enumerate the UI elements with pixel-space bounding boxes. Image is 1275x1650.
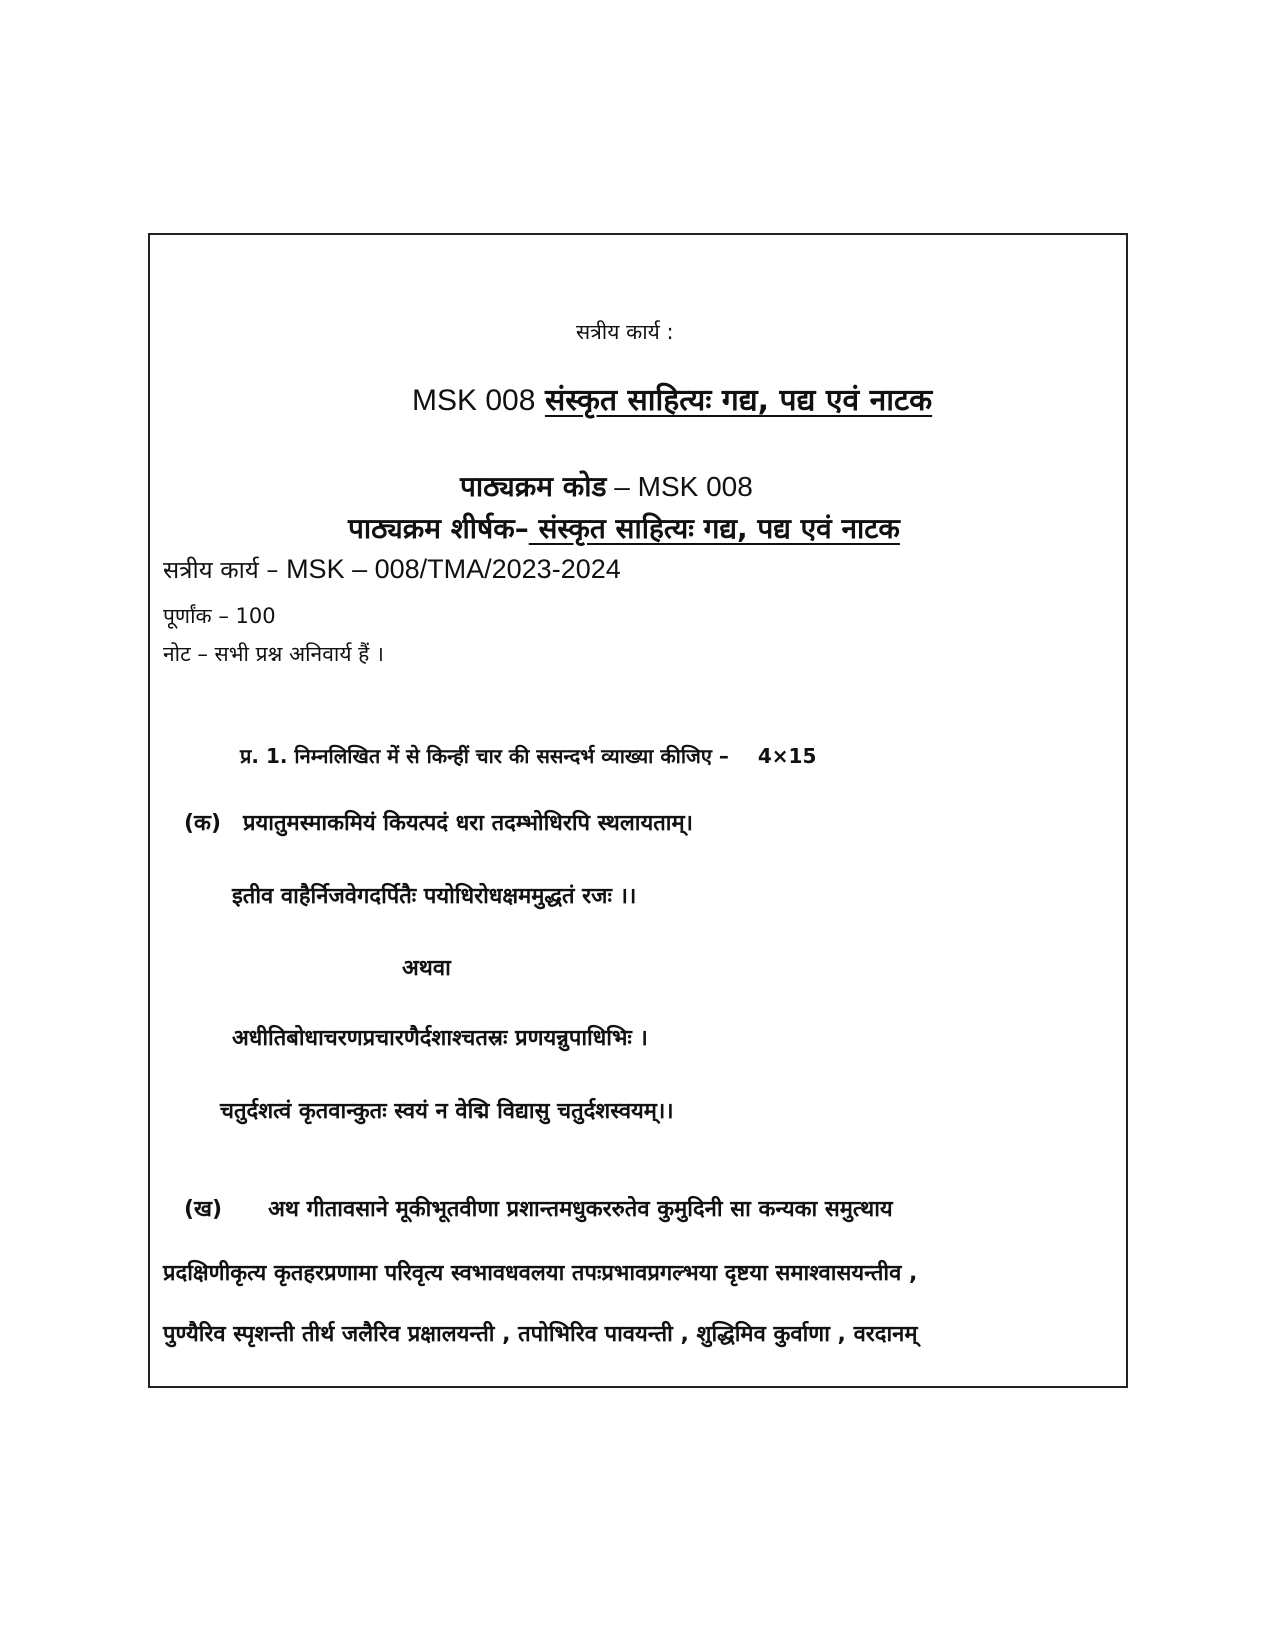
part-kha-marker: (ख) [184,1197,223,1222]
verse-line-3: अधीतिबोधाचरणप्रचारणैर्दशाश्चतस्रः प्रणयन्नुपाधिभिः । [232,1026,648,1051]
course-title-line [348,509,900,547]
assignment-code-line [163,553,621,586]
question-1-text: प्र. 1. निम्नलिखित में से किन्हीं चार की ससन्दर्भ व्याख्या कीजिए – [240,744,729,768]
course-title-label: पाठ्यक्रम शीर्षक– [348,512,529,545]
course-code-label: पाठ्यक्रम कोड [460,470,607,503]
course-title-value: संस्कृत साहित्यः गद्य, पद्य एवं नाटक [528,512,900,545]
verse-line-1-text: प्रयातुमस्माकमियं कियत्पदं धरा तदम्भोधिरपि स्थलायताम्। [243,811,693,836]
subject-code: MSK 008 [412,384,536,417]
course-code-value: – MSK 008 [606,471,753,502]
course-code-line [460,467,753,505]
total-marks: पूर्णांक – 100 [163,604,276,628]
question-1-marks: 4×15 [757,744,817,768]
part-ka-marker: (क) [184,811,222,836]
note: नोट – सभी प्रश्न अनिवार्य हैं । [163,642,384,666]
verse-line-2: इतीव वाहैर्निजवेगदर्पितैः पयोधिरोधक्षममुद्धतं रजः ।। [232,884,637,909]
subject-title: संस्कृत साहित्यः गद्य, पद्य एवं नाटक [544,383,933,418]
assignment-heading: सत्रीय कार्य : [576,320,674,344]
assignment-code-label: सत्रीय कार्य – [163,556,287,584]
prose-line-1-text: अथ गीतावसाने मूकीभूतवीणा प्रशान्तमधुकररुतेव कुमुदिनी सा कन्यका समुत्थाय [268,1197,893,1222]
prose-line-3: पुण्यैरिव स्पृशन्ती तीर्थ जलैरिव प्रक्षालयन्ती , तपोभिरिव पावयन्ती , शुद्धिमिव कुर्वाणा , वरदानम् [163,1322,918,1347]
document-frame [148,233,1128,1388]
prose-line-2: प्रदक्षिणीकृत्य कृतहरप्रणामा परिवृत्य स्वभावधवलया तपःप्रभावप्रगल्भया दृष्टया समाश्वासयन्तीव , [163,1261,918,1286]
or-separator: अथवा [402,956,451,981]
verse-line-1 [184,807,693,837]
verse-line-4: चतुर्दशत्वं कृतवान्कुतः स्वयं न वेद्मि विद्यासु चतुर्दशस्वयम्।। [220,1099,674,1124]
question-1 [240,742,816,769]
assignment-code-value: MSK – 008/TMA/2023-2024 [286,554,621,584]
prose-line-1 [184,1193,893,1223]
subject-heading [412,378,932,419]
